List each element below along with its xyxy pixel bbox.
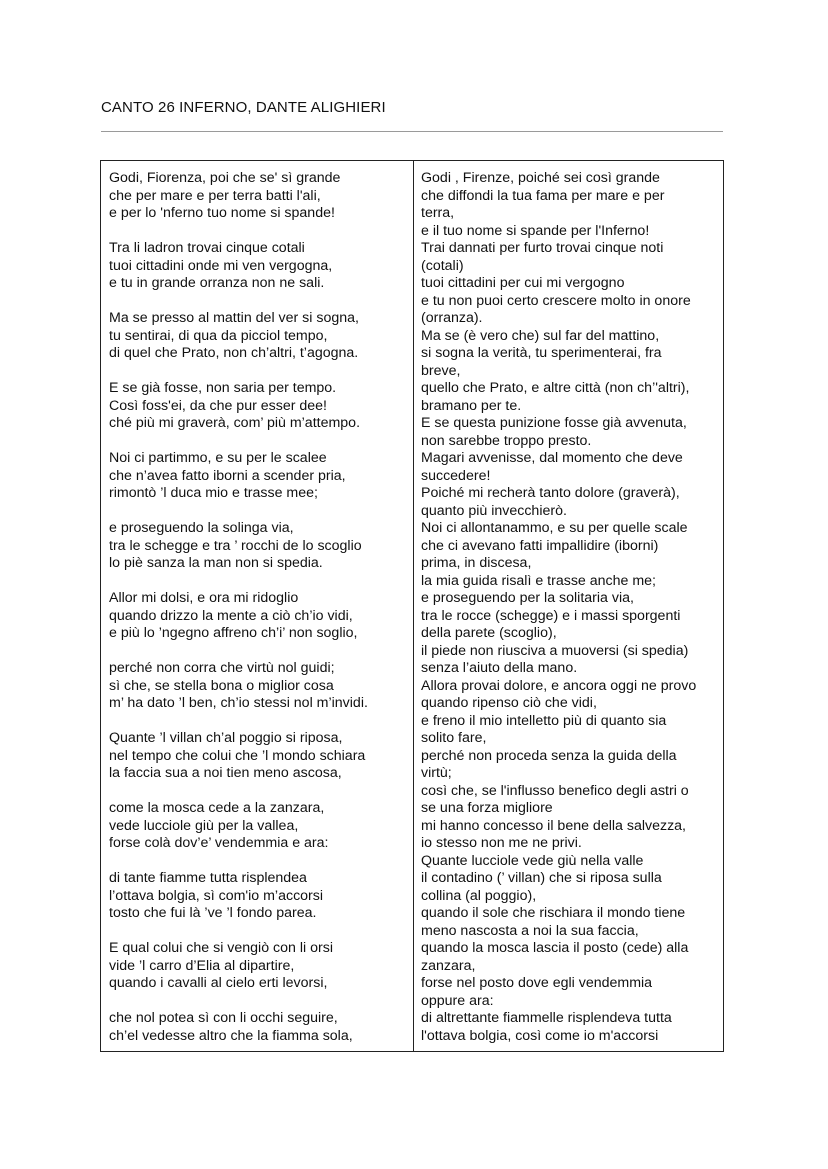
translation-line: senza l’aiuto della mano. bbox=[421, 660, 578, 676]
original-verse-line: ch’el vedesse altro che la fiamma sola, bbox=[109, 1027, 353, 1044]
translation-line: si sogna la verità, tu sperimenterai, fra bbox=[421, 345, 662, 361]
original-verse-line: quando drizzo la mente a ciò ch’io vidi, bbox=[109, 607, 353, 624]
translation-line: e freno il mio intelletto più di quanto sia bbox=[421, 712, 667, 729]
translation-line: virtù; bbox=[421, 765, 452, 781]
translation-line: meno nascosta a noi la sua faccia, bbox=[421, 922, 639, 939]
original-verse-line: Quante ’l villan ch’al poggio si riposa, bbox=[109, 730, 343, 746]
translation-line: bramano per te. bbox=[421, 397, 522, 414]
translation-line: Magari avvenisse, dal momento che deve bbox=[421, 450, 683, 466]
translation-line: (cotali) bbox=[421, 257, 464, 274]
translation-line: la mia guida risalì e trasse anche me; bbox=[421, 572, 656, 589]
original-verse-line: rimontò ’l duca mio e trasse mee; bbox=[109, 485, 318, 501]
translation-line: zanzara, bbox=[421, 957, 476, 974]
original-text-column bbox=[101, 161, 414, 1051]
original-stanza bbox=[109, 310, 413, 363]
translation-line: Poiché mi recherà tanto dolore (graverà), bbox=[421, 485, 680, 501]
original-verse-line: E qual colui che si vengiò con li orsi bbox=[109, 940, 333, 956]
original-verse-line: Godi, Fiorenza, poi che se' sì grande bbox=[109, 170, 341, 186]
original-verse-line: nel tempo che colui che ’l mondo schiara bbox=[109, 747, 366, 764]
original-verse-line: come la mosca cede a la zanzara, bbox=[109, 800, 325, 816]
original-verse-line: tuoi cittadini onde mi ven vergogna, bbox=[109, 257, 333, 274]
translation-line: Godi , Firenze, poiché sei così grande bbox=[421, 170, 660, 186]
original-verse-line: che per mare e per terra batti l'ali, bbox=[109, 187, 321, 204]
translation-line: e proseguendo per la solitaria via, bbox=[421, 590, 634, 606]
original-verse-line: la faccia sua a noi tien meno ascosa, bbox=[109, 765, 342, 781]
original-verse-line: tu sentirai, di qua da picciol tempo, bbox=[109, 327, 328, 344]
translation-line: non sarebbe troppo presto. bbox=[421, 432, 592, 449]
original-stanza bbox=[109, 940, 413, 993]
original-verse-line: quando i cavalli al cielo erti levorsi, bbox=[109, 975, 328, 991]
translation-line: quando la mosca lascia il posto (cede) alla bbox=[421, 940, 689, 956]
original-verse-line: Noi ci partimmo, e su per le scalee bbox=[109, 450, 327, 466]
original-verse-line: Ma se presso al mattin del ver si sogna, bbox=[109, 310, 359, 326]
original-verse-line: E se già fosse, non saria per tempo. bbox=[109, 380, 337, 396]
original-verse-line: sì che, se stella bona o miglior cosa bbox=[109, 677, 334, 694]
translation-line: tuoi cittadini per cui mi vergogno bbox=[421, 275, 625, 291]
original-stanza bbox=[109, 520, 413, 573]
translation-line: io stesso non me ne privi. bbox=[421, 835, 582, 851]
original-verse-line: perché non corra che virtù nol guidi; bbox=[109, 660, 335, 676]
translation-line: solito fare, bbox=[421, 730, 487, 746]
translation-line: se una forza migliore bbox=[421, 800, 553, 816]
original-verse-line: tosto che fui là ’ve ’l fondo parea. bbox=[109, 905, 317, 921]
original-verse-line: l’ottava bolgia, sì com'io m’accorsi bbox=[109, 887, 324, 904]
translation-line: oppure ara: bbox=[421, 992, 494, 1009]
original-verse-line: tra le schegge e tra ’ rocchi de lo scoglio bbox=[109, 537, 362, 554]
original-stanza bbox=[109, 450, 413, 503]
original-stanza bbox=[109, 660, 413, 713]
translation-line: breve, bbox=[421, 362, 461, 379]
original-verse-line: Così foss'ei, da che pur esser dee! bbox=[109, 397, 328, 414]
original-stanza bbox=[109, 800, 413, 853]
original-stanza bbox=[109, 590, 413, 643]
translation-line: prima, in discesa, bbox=[421, 555, 532, 571]
translation-line: Quante lucciole vede giù nella valle bbox=[421, 852, 644, 869]
translation-line: della parete (scoglio), bbox=[421, 625, 557, 641]
original-verse-line: e per lo 'nferno tuo nome si spande! bbox=[109, 205, 335, 221]
translation-line: terra, bbox=[421, 205, 455, 221]
translation-line: Allora provai dolore, e ancora oggi ne provo bbox=[421, 677, 697, 694]
original-verse-line: lo piè sanza la man non si spedia. bbox=[109, 555, 323, 571]
translation-line: quello che Prato, e altre città (non ch’'altri), bbox=[421, 380, 690, 396]
original-verse-line: Tra li ladron trovai cinque cotali bbox=[109, 240, 305, 256]
translation-line: forse nel posto dove egli vendemmia bbox=[421, 975, 653, 991]
original-stanza bbox=[109, 380, 413, 433]
original-stanza bbox=[109, 240, 413, 293]
original-verse-line: vide ’l carro d’Elia al dipartire, bbox=[109, 957, 295, 974]
original-stanza bbox=[109, 170, 413, 223]
page-title: CANTO 26 INFERNO, DANTE ALIGHIERI bbox=[101, 99, 386, 116]
original-verse-line: m’ ha dato ’l ben, ch’io stessi nol m’invidi. bbox=[109, 695, 368, 711]
translation-line: che ci avevano fatti impallidire (iborni) bbox=[421, 537, 659, 554]
original-verse-line: Allor mi dolsi, e ora mi ridoglio bbox=[109, 590, 299, 606]
original-stanza bbox=[109, 870, 413, 923]
translation-line: Ma se (è vero che) sul far del mattino, bbox=[421, 327, 660, 344]
original-stanza bbox=[109, 730, 413, 783]
translation-line: che diffondi la tua fama per mare e per bbox=[421, 187, 665, 204]
translation-line: succedere! bbox=[421, 467, 491, 484]
original-verse-line: di tante fiamme tutta risplendea bbox=[109, 870, 307, 886]
original-verse-line: e più lo ’ngegno affreno ch’i’ non soglio, bbox=[109, 625, 358, 641]
original-verse-line: che nol potea sì con li occhi seguire, bbox=[109, 1010, 338, 1026]
translation-line: il piede non riusciva a muoversi (si spedia) bbox=[421, 642, 689, 659]
translation-line: tra le rocce (schegge) e i massi sporgenti bbox=[421, 607, 681, 624]
translation-line: collina (al poggio), bbox=[421, 887, 537, 904]
original-verse-line: vede lucciole giù per la vallea, bbox=[109, 817, 299, 834]
original-stanza bbox=[109, 1010, 413, 1045]
translation-line: così che, se l'influsso benefico degli astri o bbox=[421, 782, 689, 799]
original-verse-line: forse colà dov’e’ vendemmia e ara: bbox=[109, 835, 329, 851]
translation-line: l'ottava bolgia, così come io m'accorsi bbox=[421, 1027, 659, 1044]
translation-column bbox=[414, 161, 723, 1051]
translation-line: quando ripenso ciò che vidi, bbox=[421, 695, 597, 711]
translation-line: quanto più invecchierò. bbox=[421, 502, 567, 519]
translation-line: di altrettante fiammelle risplendeva tutta bbox=[421, 1010, 672, 1026]
translation-line: il contadino (’ villan) che si riposa sulla bbox=[421, 870, 662, 886]
translation-line: Noi ci allontanammo, e su per quelle scale bbox=[421, 520, 688, 536]
translation-line: perché non proceda senza la guida della bbox=[421, 747, 677, 764]
original-verse-line: ché più mi graverà, com’ più m’attempo. bbox=[109, 415, 361, 431]
translation-line: e tu non puoi certo crescere molto in onore bbox=[421, 292, 691, 309]
original-verse-line: e tu in grande orranza non ne sali. bbox=[109, 275, 325, 291]
canto-table bbox=[100, 160, 724, 1052]
original-verse-line: che n’avea fatto iborni a scender pria, bbox=[109, 467, 346, 484]
translation-line: e il tuo nome si spande per l'Inferno! bbox=[421, 222, 650, 239]
original-verse-line: di quel che Prato, non ch’altri, t’agogna. bbox=[109, 345, 359, 361]
translation-line: Trai dannati per furto trovai cinque noti bbox=[421, 240, 664, 256]
translation-line: mi hanno concesso il bene della salvezza, bbox=[421, 817, 686, 834]
original-verse-line: e proseguendo la solinga via, bbox=[109, 520, 294, 536]
translation-line: (orranza). bbox=[421, 310, 483, 326]
translation-line: quando il sole che rischiara il mondo tiene bbox=[421, 905, 686, 921]
title-divider bbox=[101, 131, 723, 132]
translation-line: E se questa punizione fosse già avvenuta, bbox=[421, 415, 687, 431]
